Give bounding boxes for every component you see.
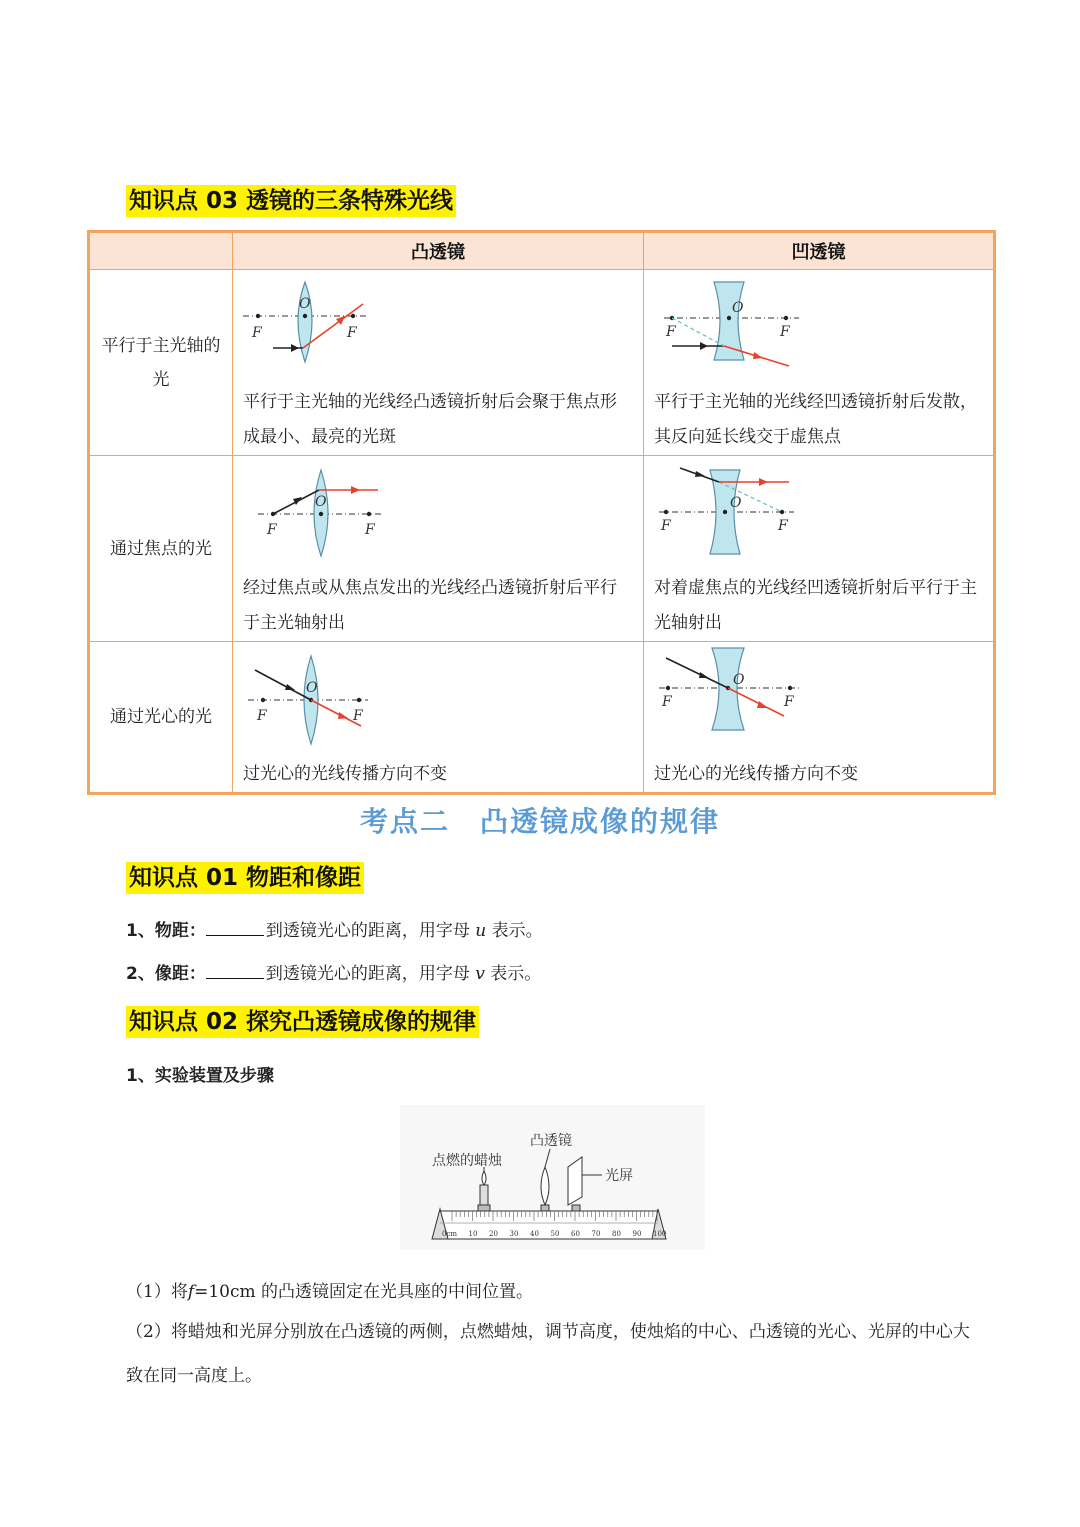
column-header-convex: 凸透镜: [233, 232, 644, 270]
object-distance-line: [126, 916, 543, 941]
svg-text:F: F: [347, 325, 357, 341]
bench-tick-label: 80: [612, 1230, 621, 1238]
object-distance-var: u: [475, 921, 487, 941]
bench-tick-label: 20: [489, 1230, 498, 1238]
svg-text:F: F: [784, 694, 794, 710]
candle-label: 点燃的蜡烛: [432, 1153, 502, 1169]
column-header-concave: 凹透镜: [644, 232, 995, 270]
image-distance-label: 2、像距：: [126, 964, 206, 984]
step-1: [126, 1277, 533, 1302]
svg-text:F: F: [662, 694, 672, 710]
bench-tick-label: 60: [571, 1230, 580, 1238]
svg-text:F: F: [267, 522, 277, 538]
screen-label: 光屏: [605, 1168, 633, 1184]
svg-text:F: F: [257, 708, 267, 724]
convex-center-text: 过光心的光线传播方向不变: [243, 764, 447, 784]
convex-focus-text: 经过焦点或从焦点发出的光线经凸透镜折射后平行于主光轴射出: [243, 578, 617, 633]
concave-focus-diagram: [644, 456, 994, 571]
exam-point-2-title: 考点二 凸透镜成像的规律: [359, 805, 720, 838]
concave-parallel-cell: [644, 270, 995, 456]
lens-rays-table: [87, 230, 996, 795]
svg-text:O: O: [730, 495, 742, 511]
optical-bench-figure: [400, 1105, 705, 1250]
fill-blank-2[interactable]: [206, 964, 264, 979]
step-1-text: =10cm 的凸透镜固定在光具座的中间位置。: [194, 1282, 534, 1302]
image-distance-line: [126, 959, 541, 984]
section-heading-02: 知识点 02 探究凸透镜成像的规律: [126, 1006, 479, 1038]
table-header-row: [89, 232, 995, 270]
concave-parallel-diagram: [644, 270, 994, 385]
apparatus-heading: 1、实验装置及步骤: [126, 1066, 274, 1086]
bench-tick-label: 40: [530, 1230, 539, 1238]
step-1-pre: （1）将: [126, 1282, 188, 1302]
bench-tick-label: 90: [632, 1230, 642, 1238]
image-distance-text: 到透镜光心的距离，用字母: [265, 964, 470, 984]
convex-parallel-diagram: [233, 270, 643, 385]
svg-text:F: F: [778, 518, 788, 534]
concave-parallel-text: 平行于主光轴的光线经凹透镜折射后发散，其反向延长线交于虚焦点: [654, 392, 977, 447]
row-label-focus: 通过焦点的光: [89, 456, 233, 642]
svg-text:F: F: [780, 324, 790, 340]
svg-text:O: O: [315, 494, 327, 510]
bench-tick-label: 30: [509, 1230, 519, 1238]
image-distance-end: 表示。: [490, 964, 542, 984]
object-distance-label: 1、物距：: [126, 921, 206, 941]
step-2: （2）将蜡烛和光屏分别放在凸透镜的两侧，点燃蜡烛，调节高度，使烛焰的中心、凸透镜的光心、光屏的中心大致在同一高度上。: [126, 1322, 970, 1386]
bench-tick-label: 50: [550, 1230, 560, 1238]
svg-text:O: O: [732, 300, 744, 316]
row-label-center: 通过光心的光: [89, 642, 233, 794]
convex-focus-cell: [233, 456, 644, 642]
table-row: [89, 642, 995, 794]
table-row: [89, 456, 995, 642]
bench-tick-label: 100: [653, 1230, 667, 1238]
svg-text:F: F: [365, 522, 375, 538]
svg-text:O: O: [306, 680, 318, 696]
convex-parallel-cell: [233, 270, 644, 456]
row-label-parallel: 平行于主光轴的光: [89, 270, 233, 456]
step-1-var: f: [187, 1282, 195, 1302]
svg-text:O: O: [299, 296, 311, 312]
bench-start-label: 0cm: [442, 1230, 458, 1238]
fill-blank-1[interactable]: [206, 921, 264, 936]
svg-text:F: F: [252, 325, 262, 341]
convex-parallel-text: 平行于主光轴的光线经凸透镜折射后会聚于焦点形成最小、最亮的光斑: [243, 392, 617, 447]
concave-center-text: 过光心的光线传播方向不变: [654, 764, 858, 784]
concave-center-cell: [644, 642, 995, 794]
image-distance-var: v: [475, 964, 485, 984]
table-row: [89, 270, 995, 456]
concave-focus-cell: [644, 456, 995, 642]
svg-text:O: O: [733, 672, 745, 688]
object-distance-text: 到透镜光心的距离，用字母: [265, 921, 470, 941]
svg-text:F: F: [353, 708, 363, 724]
section-heading-03: 知识点 03 透镜的三条特殊光线: [126, 185, 456, 217]
bench-tick-label: 10: [468, 1230, 478, 1238]
convex-focus-diagram: [233, 456, 643, 571]
object-distance-end: 表示。: [491, 921, 543, 941]
svg-text:F: F: [666, 324, 676, 340]
convex-center-diagram: [233, 642, 643, 757]
concave-center-diagram: [644, 642, 994, 757]
bench-tick-label: 70: [591, 1230, 601, 1238]
svg-text:F: F: [661, 518, 671, 534]
table-corner: [89, 232, 233, 270]
convex-center-cell: [233, 642, 644, 794]
lens-label: 凸透镜: [530, 1133, 572, 1149]
subsection-apparatus: [126, 1061, 274, 1086]
section-heading-01: 知识点 01 物距和像距: [126, 862, 364, 894]
concave-focus-text: 对着虚焦点的光线经凹透镜折射后平行于主光轴射出: [654, 578, 977, 633]
